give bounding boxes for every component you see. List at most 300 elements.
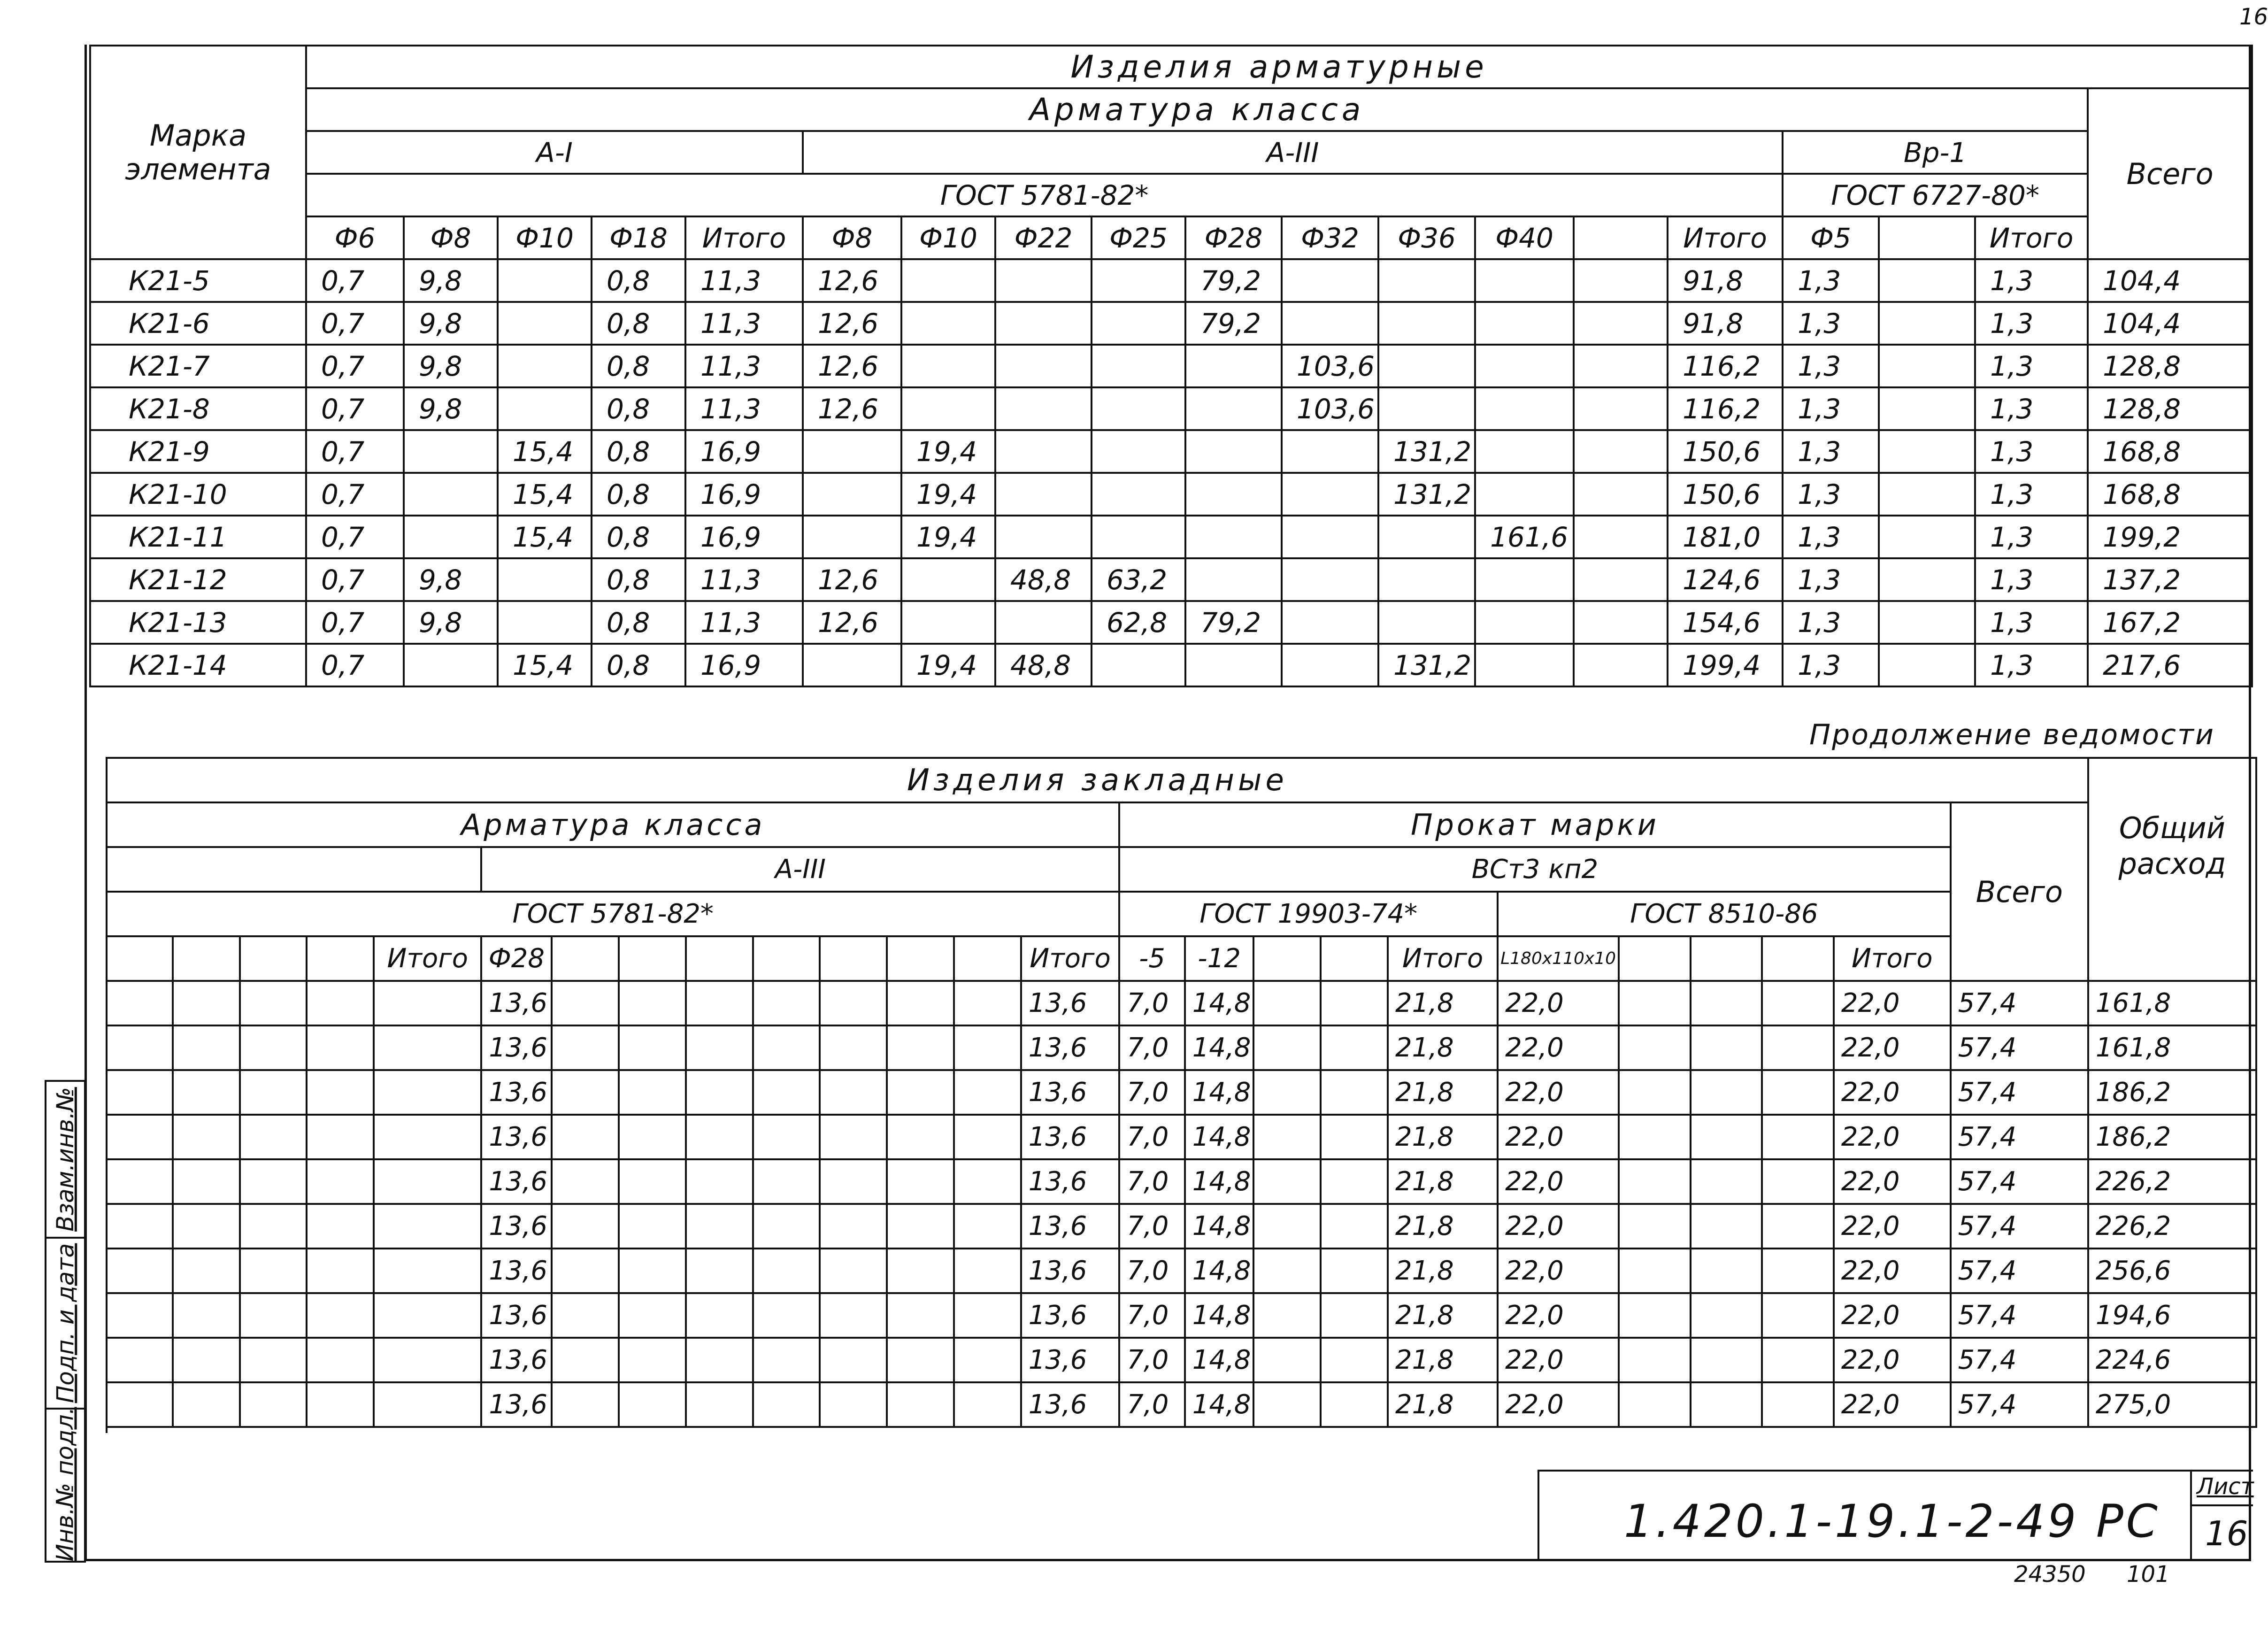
- table-cell: [1092, 345, 1185, 387]
- table-cell: [954, 1249, 1021, 1293]
- table-cell: [1762, 1115, 1834, 1159]
- table-cell: [173, 981, 240, 1025]
- table-row: [107, 1159, 2256, 1204]
- table-cell: [1185, 345, 1282, 387]
- table-cell: 22,0: [1834, 1025, 1951, 1070]
- column-header: [1762, 936, 1834, 981]
- table-cell: [1574, 601, 1668, 644]
- table-cell: 0,7: [306, 302, 404, 345]
- table-cell: [1691, 1115, 1762, 1159]
- table-cell: [901, 601, 995, 644]
- table-cell: [753, 1338, 820, 1382]
- table-cell: 1,3: [1783, 473, 1879, 516]
- table-cell: [374, 1025, 481, 1070]
- table-cell: 0,7: [306, 387, 404, 430]
- table-cell: [1321, 1204, 1388, 1249]
- table-cell: [686, 1382, 753, 1427]
- table-cell: [107, 981, 173, 1025]
- table-row: [90, 558, 2252, 601]
- table-cell: [1253, 1249, 1321, 1293]
- table-row: [107, 1249, 2256, 1293]
- table-cell: [107, 1070, 173, 1115]
- table-cell: 91,8: [1668, 302, 1783, 345]
- table-cell: 22,0: [1498, 1382, 1619, 1427]
- row-total: 217,6: [2088, 644, 2252, 686]
- table-cell: [240, 1204, 307, 1249]
- table-cell: 21,8: [1388, 1338, 1498, 1382]
- table-cell: [404, 516, 498, 558]
- table-cell: [307, 1249, 374, 1293]
- table-cell: [820, 1159, 887, 1204]
- table-cell: 1,3: [1783, 302, 1879, 345]
- table-cell: 21,8: [1388, 1293, 1498, 1338]
- table-row: [90, 345, 2252, 387]
- table-cell: [552, 1115, 619, 1159]
- title-block: [1538, 1470, 2253, 1561]
- table-cell: [1619, 1338, 1691, 1382]
- table-cell: [1321, 981, 1388, 1025]
- table-cell: 13,6: [1021, 1070, 1120, 1115]
- table-cell: [1762, 1204, 1834, 1249]
- table-cell: 22,0: [1834, 1070, 1951, 1115]
- column-header: -12: [1185, 936, 1254, 981]
- table-cell: [820, 1249, 887, 1293]
- table-cell: 14,8: [1185, 1159, 1254, 1204]
- table-cell: [1879, 259, 1975, 302]
- table-cell: [1253, 981, 1321, 1025]
- reinforcement-products-table: [89, 45, 2253, 687]
- table-cell: [887, 1249, 954, 1293]
- table-cell: [820, 1115, 887, 1159]
- table-cell: 22,0: [1498, 1115, 1619, 1159]
- table-cell: [1879, 473, 1975, 516]
- table-cell: [240, 1025, 307, 1070]
- table-cell: 199,4: [1668, 644, 1783, 686]
- table-cell: [954, 1204, 1021, 1249]
- table-cell: [1321, 1025, 1388, 1070]
- table-cell: [107, 1338, 173, 1382]
- table-cell: [1691, 1159, 1762, 1204]
- rebar-class-header: Арматура класса: [107, 802, 1119, 847]
- element-mark: К21-9: [90, 430, 306, 473]
- top-table-body: [90, 259, 2252, 686]
- table-cell: 0,7: [306, 516, 404, 558]
- table-cell: [619, 981, 686, 1025]
- column-header: Итого: [1975, 216, 2088, 259]
- table-cell: [619, 1159, 686, 1204]
- row-total: 57,4: [1951, 1249, 2088, 1293]
- table-cell: 7,0: [1119, 1025, 1184, 1070]
- table-cell: [374, 1382, 481, 1427]
- row-overall: 275,0: [2088, 1382, 2256, 1427]
- table-cell: [1762, 981, 1834, 1025]
- table-cell: 0,7: [306, 558, 404, 601]
- table-cell: [887, 1070, 954, 1115]
- table-cell: 1,3: [1975, 302, 2088, 345]
- table-cell: [404, 430, 498, 473]
- table-cell: 1,3: [1975, 558, 2088, 601]
- table-cell: [1185, 387, 1282, 430]
- table-row: [90, 601, 2252, 644]
- column-header: [240, 936, 307, 981]
- class-a1-header: А-I: [306, 131, 803, 174]
- row-overall: 186,2: [2088, 1115, 2256, 1159]
- table-cell: [552, 1159, 619, 1204]
- table-cell: 1,3: [1975, 345, 2088, 387]
- table-cell: [1574, 345, 1668, 387]
- table-cell: 13,6: [1021, 981, 1120, 1025]
- bottom-total-header: Всего: [1951, 802, 2088, 981]
- table-cell: 16,9: [685, 644, 803, 686]
- column-header: [1321, 936, 1388, 981]
- table-cell: 13,6: [1021, 1159, 1120, 1204]
- embedded-products-table: [106, 757, 2257, 1428]
- table-cell: [619, 1293, 686, 1338]
- table-cell: [954, 1293, 1021, 1338]
- table-cell: 103,6: [1282, 345, 1378, 387]
- table-cell: 13,6: [1021, 1293, 1120, 1338]
- table-cell: [803, 430, 901, 473]
- table-cell: [498, 345, 592, 387]
- table-cell: [552, 1070, 619, 1115]
- table-cell: 13,6: [481, 1159, 552, 1204]
- table-cell: [173, 1249, 240, 1293]
- table-cell: [1619, 981, 1691, 1025]
- row-total: 57,4: [1951, 1115, 2088, 1159]
- class-a3-header: А-III: [481, 847, 1119, 892]
- table-cell: [954, 981, 1021, 1025]
- column-header: [887, 936, 954, 981]
- table-cell: [1762, 1159, 1834, 1204]
- table-cell: 22,0: [1834, 1159, 1951, 1204]
- table-cell: [1619, 1070, 1691, 1115]
- row-total: 168,8: [2088, 473, 2252, 516]
- table-cell: 21,8: [1388, 1159, 1498, 1204]
- table-cell: [1475, 473, 1574, 516]
- row-overall: 226,2: [2088, 1204, 2256, 1249]
- table-cell: [1185, 644, 1282, 686]
- table-cell: 1,3: [1975, 516, 2088, 558]
- table-cell: [1574, 558, 1668, 601]
- table-cell: [107, 1293, 173, 1338]
- row-total: 168,8: [2088, 430, 2252, 473]
- column-header: L180x110x10: [1498, 936, 1619, 981]
- element-mark: К21-13: [90, 601, 306, 644]
- column-header: Ф25: [1092, 216, 1185, 259]
- table-cell: 14,8: [1185, 1293, 1254, 1338]
- table-cell: [887, 1382, 954, 1427]
- table-cell: 0,8: [592, 302, 685, 345]
- table-cell: 131,2: [1378, 644, 1475, 686]
- sheet-box: [2190, 1472, 2253, 1561]
- column-header: [1879, 216, 1975, 259]
- table-cell: [901, 259, 995, 302]
- row-total: 199,2: [2088, 516, 2252, 558]
- table-cell: [1321, 1159, 1388, 1204]
- table-cell: [887, 1159, 954, 1204]
- table-cell: [887, 1338, 954, 1382]
- table-cell: 1,3: [1783, 259, 1879, 302]
- table-cell: 1,3: [1975, 259, 2088, 302]
- table-cell: 48,8: [995, 644, 1092, 686]
- table-cell: 9,8: [404, 387, 498, 430]
- table-cell: [1185, 516, 1282, 558]
- table-cell: [107, 1159, 173, 1204]
- table-cell: [1253, 1293, 1321, 1338]
- row-overall: 256,6: [2088, 1249, 2256, 1293]
- table-cell: 22,0: [1498, 981, 1619, 1025]
- row-total: 57,4: [1951, 1338, 2088, 1382]
- row-total: 104,4: [2088, 259, 2252, 302]
- column-header: Ф22: [995, 216, 1092, 259]
- table-cell: 79,2: [1185, 601, 1282, 644]
- table-cell: [954, 1115, 1021, 1159]
- table-cell: [820, 1293, 887, 1338]
- table-cell: [686, 981, 753, 1025]
- table-cell: [307, 1293, 374, 1338]
- table-cell: [307, 1025, 374, 1070]
- table-cell: [1619, 1204, 1691, 1249]
- element-mark: К21-7: [90, 345, 306, 387]
- row-overall: 161,8: [2088, 981, 2256, 1025]
- table-cell: [1691, 1293, 1762, 1338]
- table-cell: 15,4: [498, 430, 592, 473]
- table-cell: [552, 1382, 619, 1427]
- table-cell: [901, 558, 995, 601]
- table-cell: [1253, 1159, 1321, 1204]
- table-cell: [901, 345, 995, 387]
- table-cell: 21,8: [1388, 1249, 1498, 1293]
- table-cell: 1,3: [1975, 601, 2088, 644]
- table-cell: [307, 1338, 374, 1382]
- bottom-table-body: [107, 981, 2256, 1427]
- table-cell: [1879, 302, 1975, 345]
- mark-header: Марка элемента: [90, 46, 306, 259]
- table-cell: [686, 1115, 753, 1159]
- table-cell: [498, 387, 592, 430]
- table-cell: [686, 1070, 753, 1115]
- table-cell: [1092, 473, 1185, 516]
- table-cell: 15,4: [498, 644, 592, 686]
- table-cell: 19,4: [901, 516, 995, 558]
- table-cell: [1321, 1293, 1388, 1338]
- column-header: Ф5: [1783, 216, 1879, 259]
- table-cell: 14,8: [1185, 1338, 1254, 1382]
- table-cell: [1762, 1070, 1834, 1115]
- table-cell: 21,8: [1388, 1382, 1498, 1427]
- blank-class-cell: [107, 847, 481, 892]
- column-header: Ф6: [306, 216, 404, 259]
- table-cell: 154,6: [1668, 601, 1783, 644]
- table-cell: 12,6: [803, 345, 901, 387]
- gost-vr-header: ГОСТ 6727-80*: [1783, 174, 2088, 216]
- table-row: [90, 259, 2252, 302]
- table-cell: [374, 1070, 481, 1115]
- table-cell: 21,8: [1388, 1025, 1498, 1070]
- table-cell: [1253, 1338, 1321, 1382]
- table-cell: 131,2: [1378, 473, 1475, 516]
- table-cell: 21,8: [1388, 1070, 1498, 1115]
- table-cell: [753, 1025, 820, 1070]
- table-cell: [1282, 601, 1378, 644]
- table-cell: 12,6: [803, 387, 901, 430]
- table-cell: 1,3: [1783, 601, 1879, 644]
- table-cell: [552, 1293, 619, 1338]
- column-header: Итого: [374, 936, 481, 981]
- table-cell: [1321, 1338, 1388, 1382]
- table-cell: 19,4: [901, 644, 995, 686]
- table-cell: [803, 473, 901, 516]
- table-cell: [1378, 387, 1475, 430]
- table-cell: 21,8: [1388, 1204, 1498, 1249]
- stamp-cell: [46, 1239, 84, 1410]
- table-cell: 11,3: [685, 601, 803, 644]
- column-header: [954, 936, 1021, 981]
- table-cell: [374, 1159, 481, 1204]
- table-cell: [1574, 473, 1668, 516]
- element-mark: К21-11: [90, 516, 306, 558]
- table-cell: 13,6: [481, 1338, 552, 1382]
- table-cell: 22,0: [1834, 1338, 1951, 1382]
- row-total: 137,2: [2088, 558, 2252, 601]
- row-total: 104,4: [2088, 302, 2252, 345]
- row-total: 128,8: [2088, 345, 2252, 387]
- table-cell: 63,2: [1092, 558, 1185, 601]
- table-cell: [240, 1070, 307, 1115]
- table-cell: [1879, 558, 1975, 601]
- table-cell: [173, 1338, 240, 1382]
- table-cell: [307, 1159, 374, 1204]
- table-cell: 1,3: [1783, 558, 1879, 601]
- table-cell: [1574, 644, 1668, 686]
- table-cell: [1253, 1115, 1321, 1159]
- table-cell: [954, 1382, 1021, 1427]
- column-header: Итого: [1834, 936, 1951, 981]
- table-cell: 14,8: [1185, 1070, 1254, 1115]
- table-cell: [374, 1204, 481, 1249]
- table-cell: [1879, 601, 1975, 644]
- table-cell: [1475, 387, 1574, 430]
- table-cell: 13,6: [1021, 1025, 1120, 1070]
- table-cell: [107, 1204, 173, 1249]
- table-cell: [1253, 1204, 1321, 1249]
- table-cell: [820, 981, 887, 1025]
- table-cell: [1691, 1204, 1762, 1249]
- table-cell: 7,0: [1119, 1382, 1184, 1427]
- table-cell: [1321, 1070, 1388, 1115]
- rebar-class-header: Арматура класса: [306, 88, 2088, 131]
- table-cell: [374, 1115, 481, 1159]
- table-cell: [619, 1070, 686, 1115]
- table-cell: 7,0: [1119, 1159, 1184, 1204]
- column-header: Итого: [1388, 936, 1498, 981]
- table-cell: [173, 1204, 240, 1249]
- table-cell: [1253, 1025, 1321, 1070]
- table-cell: [1691, 1382, 1762, 1427]
- table-cell: [1282, 473, 1378, 516]
- table-cell: 12,6: [803, 259, 901, 302]
- table-cell: [820, 1382, 887, 1427]
- top-total-header: Всего: [2088, 88, 2252, 259]
- table-row: [90, 302, 2252, 345]
- row-total: 167,2: [2088, 601, 2252, 644]
- table-cell: [173, 1070, 240, 1115]
- table-cell: [1282, 302, 1378, 345]
- table-cell: 13,6: [481, 1293, 552, 1338]
- table-row: [90, 473, 2252, 516]
- row-total: 57,4: [1951, 1070, 2088, 1115]
- table-cell: [552, 981, 619, 1025]
- table-cell: [107, 1115, 173, 1159]
- table-row: [107, 981, 2256, 1025]
- table-cell: [995, 601, 1092, 644]
- column-header: Ф28: [481, 936, 552, 981]
- table-cell: 0,8: [592, 345, 685, 387]
- table-cell: 16,9: [685, 430, 803, 473]
- table-cell: [1619, 1115, 1691, 1159]
- table-cell: [887, 1204, 954, 1249]
- table-cell: [954, 1159, 1021, 1204]
- table-cell: 21,8: [1388, 981, 1498, 1025]
- table-cell: 13,6: [481, 1204, 552, 1249]
- table-cell: [995, 345, 1092, 387]
- table-cell: 9,8: [404, 345, 498, 387]
- table-cell: [173, 1115, 240, 1159]
- table-cell: [753, 1382, 820, 1427]
- table-cell: 14,8: [1185, 1249, 1254, 1293]
- table-cell: [1879, 387, 1975, 430]
- table-cell: [1619, 1025, 1691, 1070]
- row-total: 57,4: [1951, 1293, 2088, 1338]
- stamp-cell: [46, 1407, 84, 1562]
- table-cell: 1,3: [1975, 644, 2088, 686]
- table-cell: [173, 1293, 240, 1338]
- column-header: Ф32: [1282, 216, 1378, 259]
- column-header: Ф8: [404, 216, 498, 259]
- table-cell: 22,0: [1834, 1115, 1951, 1159]
- table-cell: 1,3: [1975, 430, 2088, 473]
- top-table-title: Изделия арматурные: [306, 46, 2252, 88]
- table-cell: 13,6: [1021, 1204, 1120, 1249]
- table-cell: [686, 1293, 753, 1338]
- table-cell: [619, 1115, 686, 1159]
- overall-header: Общий расход: [2088, 758, 2256, 981]
- table-cell: [995, 473, 1092, 516]
- table-cell: [753, 1204, 820, 1249]
- table-cell: [686, 1249, 753, 1293]
- table-cell: 1,3: [1783, 644, 1879, 686]
- table-cell: [1185, 558, 1282, 601]
- table-cell: [1879, 430, 1975, 473]
- table-cell: 22,0: [1834, 1204, 1951, 1249]
- table-cell: 0,8: [592, 601, 685, 644]
- table-cell: [1282, 516, 1378, 558]
- table-cell: [619, 1382, 686, 1427]
- table-cell: 181,0: [1668, 516, 1783, 558]
- table-cell: [686, 1025, 753, 1070]
- table-cell: 15,4: [498, 516, 592, 558]
- table-cell: [1879, 345, 1975, 387]
- table-cell: 9,8: [404, 601, 498, 644]
- column-header: Ф18: [592, 216, 685, 259]
- stamp-original-inv: Инв.№ подл.: [52, 1407, 79, 1562]
- table-cell: 13,6: [481, 1249, 552, 1293]
- table-cell: 116,2: [1668, 387, 1783, 430]
- table-cell: 13,6: [1021, 1338, 1120, 1382]
- table-cell: [498, 601, 592, 644]
- table-cell: 62,8: [1092, 601, 1185, 644]
- row-total: 57,4: [1951, 1204, 2088, 1249]
